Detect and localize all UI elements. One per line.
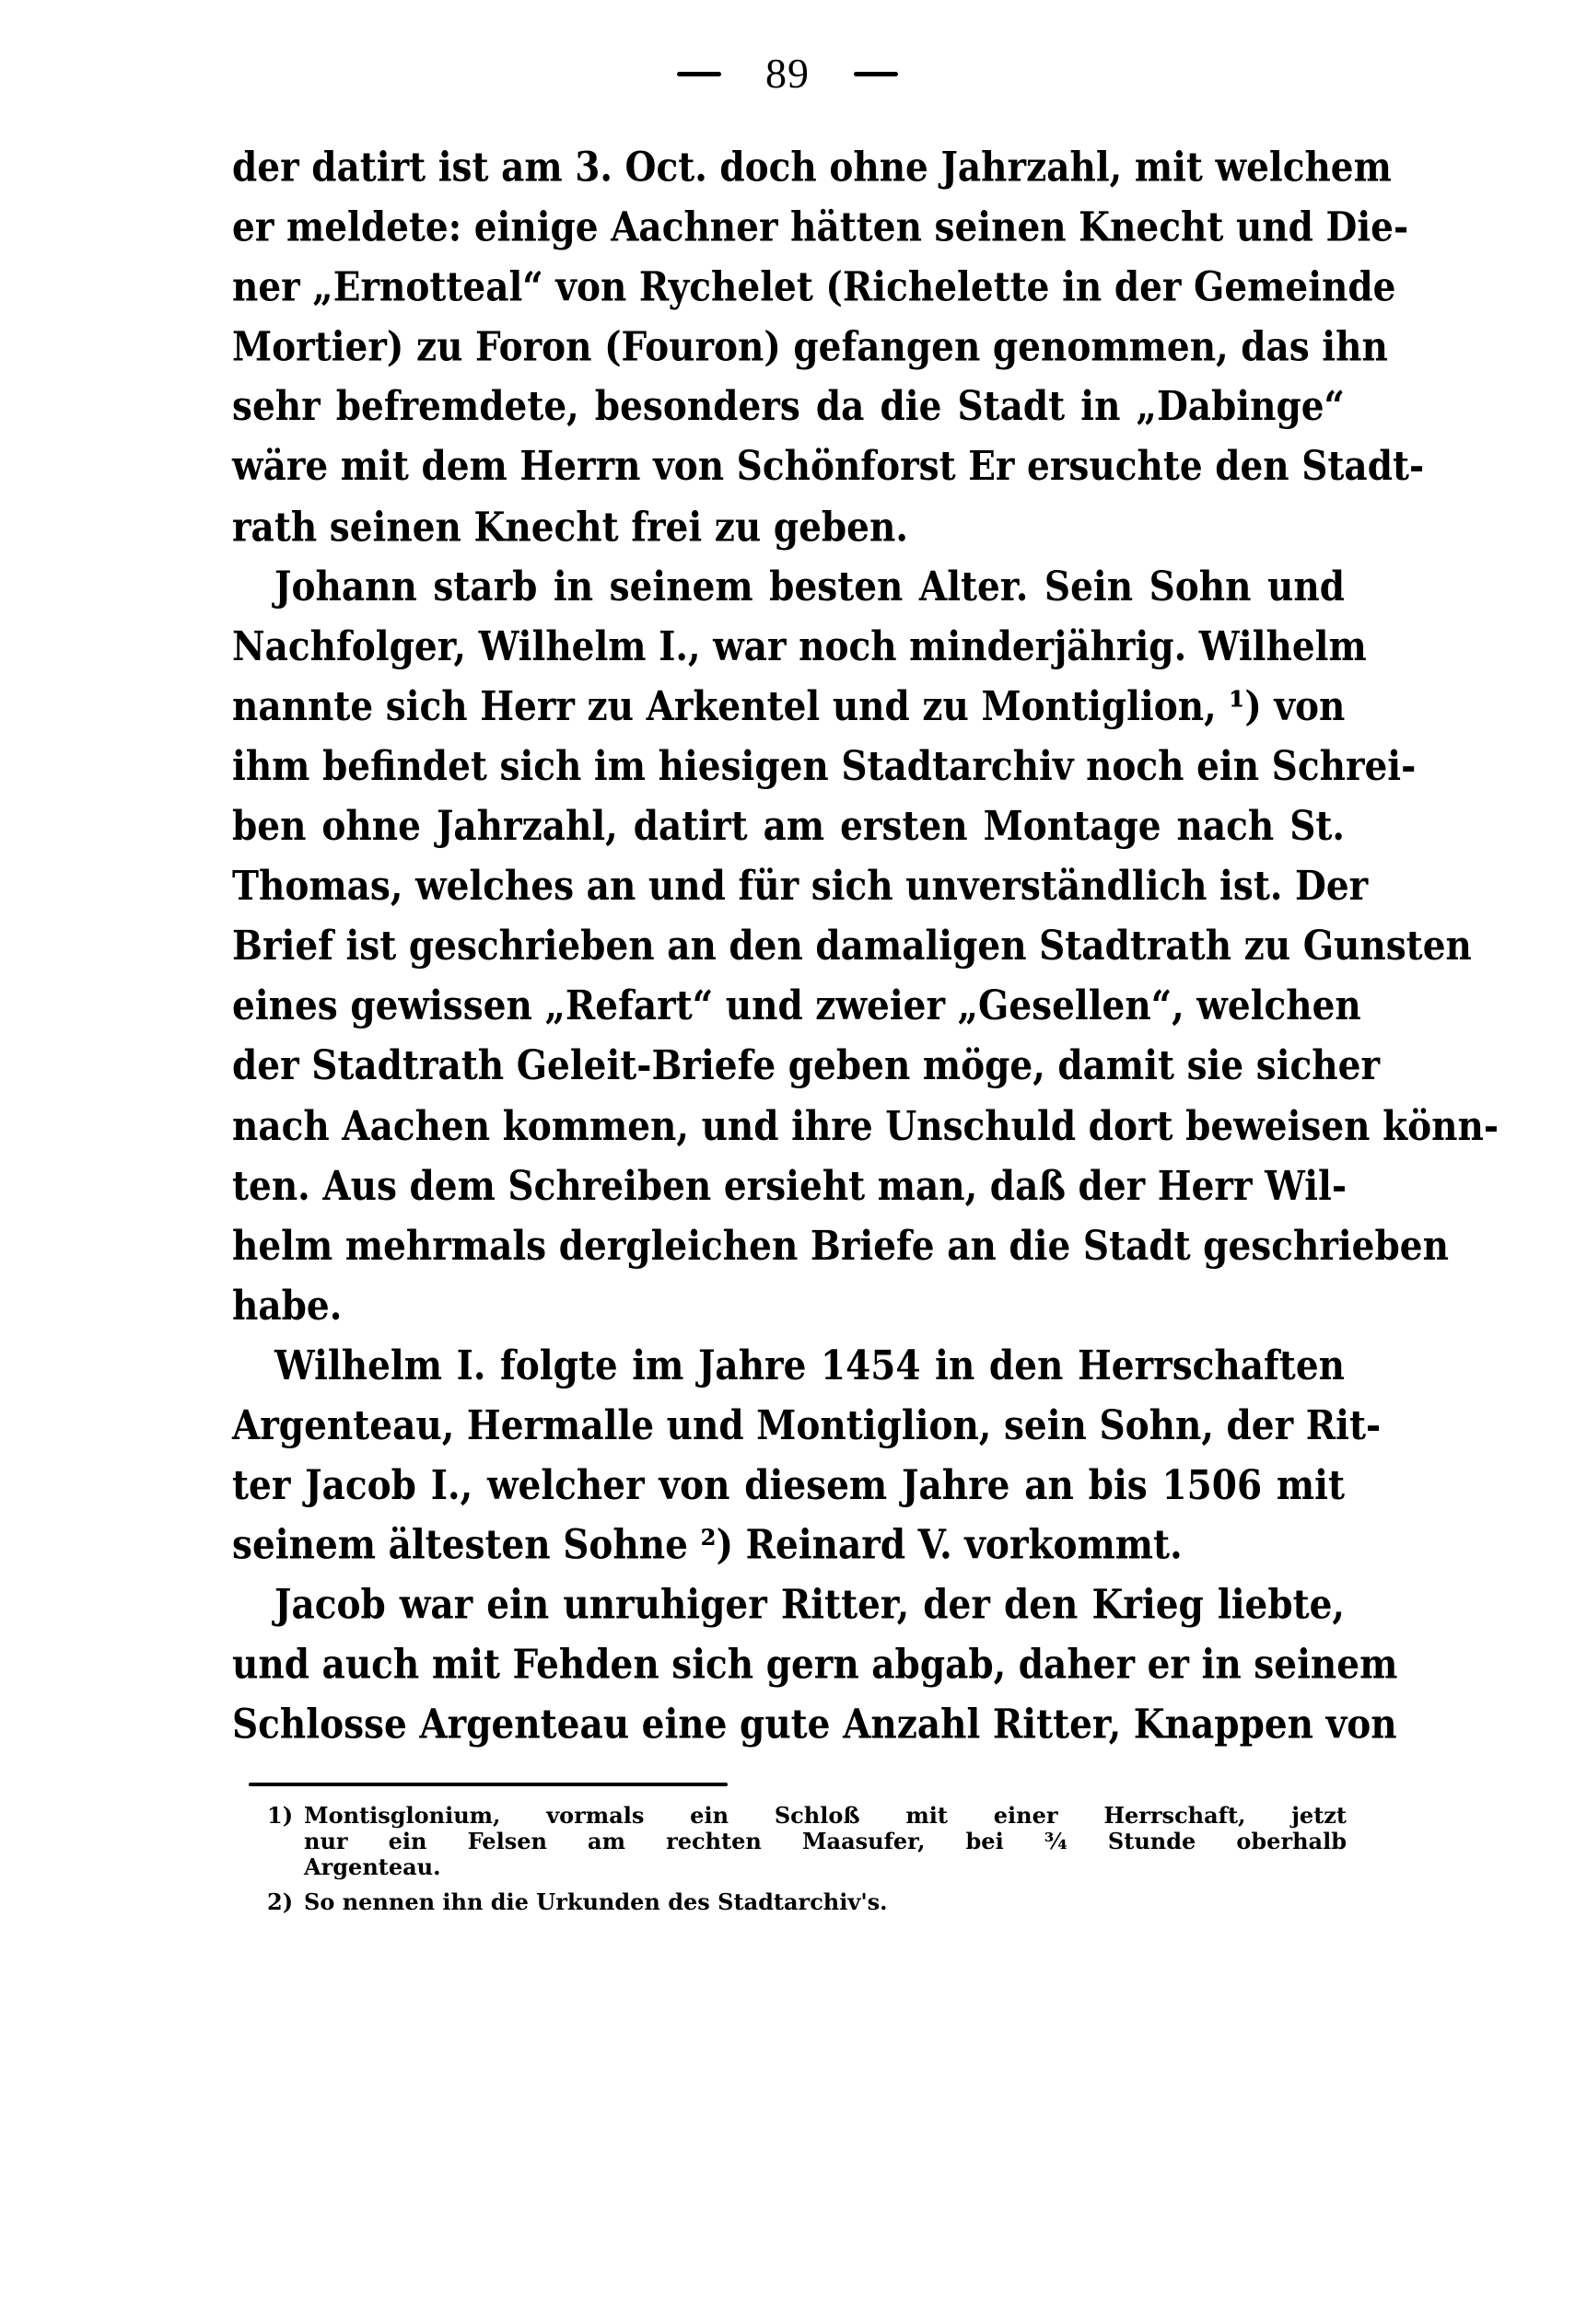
footnotes xyxy=(267,1803,1347,1915)
body-line: Jacob war ein unruhiger Ritter, der den Krieg liebte, xyxy=(274,1581,1345,1630)
body-line: eines gewissen „Refart“ und zweier „Gesellen“, welchen xyxy=(232,982,1361,1030)
footnote-line: nur ein Felsen am rechten Maasufer, bei ¾ Stunde oberhalb xyxy=(304,1828,1347,1854)
body-line: wäre mit dem Herrn von Schönforst Er ersuchte den Stadt- xyxy=(232,443,1425,491)
footnote-line: Argenteau. xyxy=(304,1853,441,1880)
footnote-separator-rule xyxy=(249,1783,728,1786)
body-line: sehr befremdete, besonders da die Stadt in „Dabinge“ xyxy=(232,383,1345,431)
body-line: der Stadtrath Geleit-Briefe geben möge, damit sie sicher xyxy=(232,1042,1381,1090)
footnote-1 xyxy=(267,1803,1347,1880)
body-line: und auch mit Fehden sich gern abgab, daher er in seinem xyxy=(232,1641,1398,1690)
body-line: ten. Aus dem Schreiben ersieht man, daß der Herr Wil- xyxy=(232,1162,1348,1210)
body-line: Brief ist geschrieben an den damaligen Stadtrath zu Gunsten xyxy=(232,922,1472,970)
body-line: Mortier) zu Foron (Fouron) gefangen genommen, das ihn xyxy=(232,323,1388,371)
body-line: Wilhelm I. folgte im Jahre 1454 in den Herrschaften xyxy=(274,1342,1345,1389)
footnote-marker: 2) xyxy=(267,1888,294,1915)
page-header xyxy=(0,48,1575,99)
body-line: er meldete: einige Aachner hätten seinen Knecht und Die- xyxy=(232,203,1409,251)
body-line: Johann starb in seinem besten Alter. Sein Sohn und xyxy=(274,563,1345,611)
footnote-line: So nennen ihn die Urkunden des Stadtarchiv's. xyxy=(304,1888,888,1915)
body-line: ihm befindet sich im hiesigen Stadtarchiv noch ein Schrei- xyxy=(232,742,1417,791)
body-line: seinem ältesten Sohne ²) Reinard V. vorkommt. xyxy=(232,1521,1183,1570)
body-line: Thomas, welches an und für sich unverständlich ist. Der xyxy=(232,862,1369,911)
body-line: ter Jacob I., welcher von diesem Jahre an bis 1506 mit xyxy=(232,1461,1345,1510)
footnote-marker: 1) xyxy=(267,1802,294,1829)
footnote-2 xyxy=(267,1889,1347,1915)
body-line: nach Aachen kommen, und ihre Unschuld dort beweisen könn- xyxy=(232,1102,1499,1150)
header-dash-right xyxy=(854,72,898,76)
body-line: Nachfolger, Wilhelm I., war noch minderjährig. Wilhelm xyxy=(232,622,1367,671)
header-dash-left xyxy=(677,72,721,76)
body-line: habe. xyxy=(232,1282,343,1330)
body-line: ben ohne Jahrzahl, datirt am ersten Montage nach St. xyxy=(232,802,1345,851)
footnote-line: Montisglonium, vormals ein Schloß mit einer Herrschaft, jetzt xyxy=(304,1802,1347,1829)
body-line: ner „Ernotteal“ von Rychelet (Richelette in der Gemeinde xyxy=(232,263,1396,311)
body-line: nannte sich Herr zu Arkentel und zu Montiglion, ¹) von xyxy=(232,682,1346,731)
body-line: der datirt ist am 3. Oct. doch ohne Jahrzahl, mit welchem xyxy=(232,144,1392,192)
body-line: rath seinen Knecht frei zu geben. xyxy=(232,503,908,551)
body-text xyxy=(232,134,1499,1752)
body-line: helm mehrmals dergleichen Briefe an die Stadt geschrieben xyxy=(232,1222,1449,1270)
footnote-text xyxy=(304,1889,1347,1915)
footnote-text xyxy=(304,1803,1347,1880)
page-number: 89 xyxy=(765,50,810,97)
body-line: Argenteau, Hermalle und Montiglion, sein Sohn, der Rit- xyxy=(232,1401,1382,1449)
body-line: Schlosse Argenteau eine gute Anzahl Ritter, Knappen von xyxy=(232,1701,1397,1749)
